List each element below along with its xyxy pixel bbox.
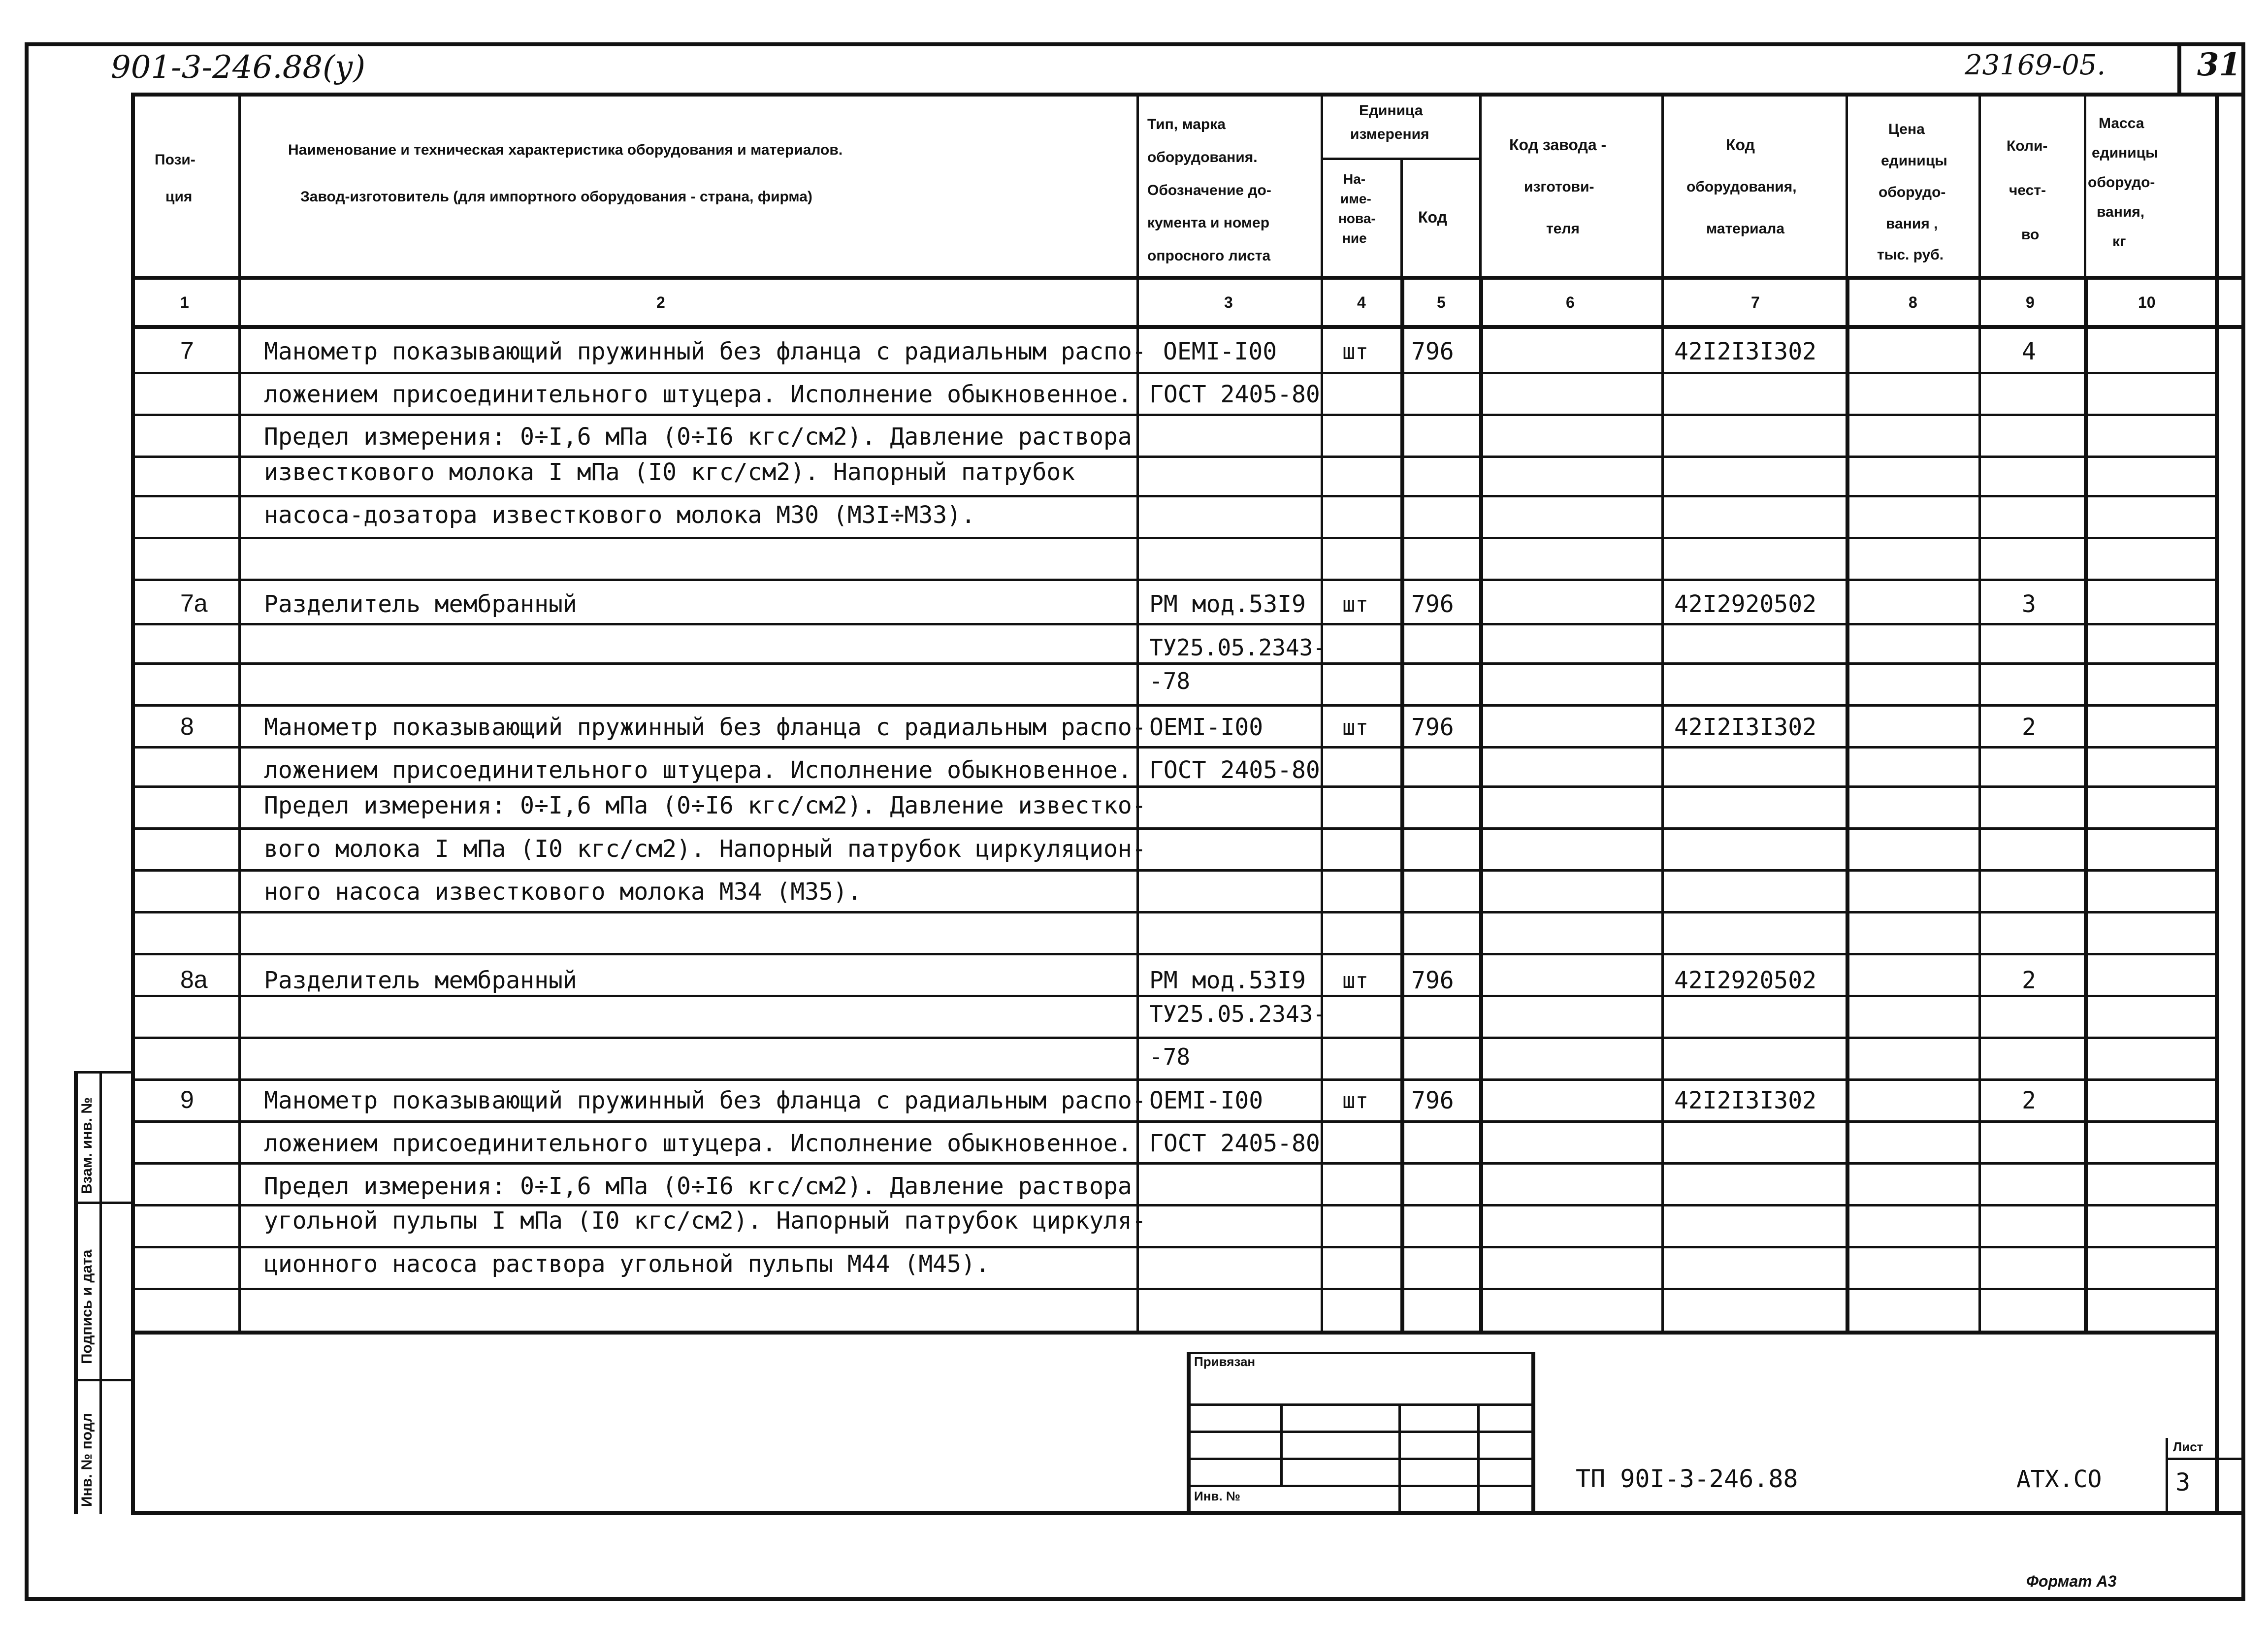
item-8a-unit: шт bbox=[1342, 968, 1368, 993]
title-block-line bbox=[1531, 1352, 1535, 1514]
frame-bottom-line bbox=[25, 1597, 2245, 1601]
header-maker-line2: изготови- bbox=[1524, 179, 1594, 195]
item-7-desc-line3: Предел измерения: 0÷I,6 мПа (0÷I6 кгс/см2). Давление раствора bbox=[264, 423, 1132, 451]
row-line bbox=[131, 1037, 2215, 1039]
item-7-type-line2: ГОСТ 2405-80 bbox=[1149, 381, 1320, 408]
item-7-desc-line1: Манометр показывающий пружинный без фланца с радиальным распо- bbox=[264, 338, 1146, 365]
header-unit-name-line1: На- bbox=[1343, 171, 1366, 187]
sheet-box-line bbox=[2166, 1458, 2244, 1460]
item-7a-unit-code: 796 bbox=[1411, 590, 1454, 618]
side-label-podpis: Подпись и дата bbox=[79, 1249, 95, 1364]
title-block-line bbox=[1187, 1458, 1531, 1460]
colnum-10: 10 bbox=[2138, 293, 2156, 311]
row-line bbox=[131, 746, 2215, 749]
title-block-line bbox=[1187, 1431, 1531, 1433]
header-price-line2: единицы bbox=[1881, 153, 1947, 169]
row-line bbox=[131, 1120, 2215, 1123]
item-7-code: 42I2I3I302 bbox=[1674, 338, 1816, 365]
colnum-7: 7 bbox=[1751, 293, 1760, 311]
title-block-line bbox=[1187, 1485, 1531, 1487]
colnum-5: 5 bbox=[1437, 293, 1446, 311]
item-8-type-line1: ОЕМI-I00 bbox=[1149, 714, 1264, 741]
row-line bbox=[131, 662, 2215, 665]
item-9-qty: 2 bbox=[2022, 1087, 2036, 1114]
item-9-type-line1: ОЕМI-I00 bbox=[1149, 1087, 1264, 1114]
title-block-line bbox=[1477, 1403, 1480, 1514]
header-name-line2: Завод-изготовитель (для импортного оборудования - страна, фирма) bbox=[300, 189, 812, 205]
row-line bbox=[131, 579, 2215, 581]
item-8-desc-line4: вого молока I мПа (I0 кгс/см2). Напорный патрубок циркуляцион- bbox=[264, 835, 1146, 863]
item-8-unit-code: 796 bbox=[1411, 714, 1454, 741]
item-7a-code: 42I2920502 bbox=[1674, 590, 1816, 618]
item-7-qty: 4 bbox=[2022, 338, 2036, 365]
header-type-line3: Обозначение до- bbox=[1147, 182, 1271, 198]
item-8a-desc-line1: Разделитель мембранный bbox=[264, 967, 577, 994]
side-stamp-line bbox=[74, 1071, 78, 1514]
side-stamp-divider bbox=[74, 1379, 131, 1381]
item-8-desc-line3: Предел измерения: 0÷I,6 мПа (0÷I6 кгс/см2). Давление известко- bbox=[264, 792, 1146, 819]
row-line bbox=[131, 414, 2215, 416]
header-type-line1: Тип, марка bbox=[1147, 116, 1226, 132]
row-line bbox=[131, 704, 2215, 707]
item-9-desc-line4: угольной пульпы I мПа (I0 кгс/см2). Напорный патрубок циркуля- bbox=[264, 1207, 1146, 1235]
col-line bbox=[238, 276, 241, 1335]
item-7-desc-line2: ложением присоединительного штуцера. Исполнение обыкновенное. bbox=[264, 381, 1132, 408]
table-right-line bbox=[2215, 93, 2219, 1515]
header-price-line4: вания , bbox=[1886, 216, 1938, 232]
row-line bbox=[131, 869, 2215, 872]
title-block-line bbox=[1398, 1403, 1401, 1514]
sheet-box-line bbox=[2166, 1438, 2168, 1514]
stamp-privyazan: Привязан bbox=[1194, 1354, 1256, 1369]
frame-top-line bbox=[25, 42, 2245, 46]
format-label: Формат А3 bbox=[2026, 1572, 2117, 1590]
header-sep bbox=[1321, 93, 1323, 277]
header-sep bbox=[1400, 159, 1403, 277]
header-mass-line5: кг bbox=[2112, 233, 2126, 250]
row-line bbox=[131, 953, 2215, 955]
colnum-1: 1 bbox=[180, 293, 189, 311]
header-type-line5: опросного листа bbox=[1147, 248, 1271, 264]
row-line bbox=[131, 1078, 2215, 1081]
col-line bbox=[1321, 276, 1323, 1335]
colnum-8: 8 bbox=[1909, 293, 1917, 311]
header-unit-name-line3: нова- bbox=[1338, 211, 1376, 226]
header-price-line5: тыс. руб. bbox=[1877, 247, 1944, 263]
row-line bbox=[131, 1246, 2215, 1248]
colnum-2: 2 bbox=[656, 293, 665, 311]
header-unit-name-line2: име- bbox=[1340, 191, 1371, 206]
row-line bbox=[131, 537, 2215, 539]
colnum-4: 4 bbox=[1357, 293, 1366, 311]
header-sep bbox=[1978, 93, 1981, 277]
row-line bbox=[131, 1162, 2215, 1165]
header-position-line2: ция bbox=[165, 189, 193, 205]
item-7-position: 7 bbox=[180, 337, 194, 364]
stamp-code: АТХ.СО bbox=[2016, 1466, 2102, 1493]
item-8a-qty: 2 bbox=[2022, 967, 2036, 994]
header-type-line4: кумента и номер bbox=[1147, 215, 1270, 231]
reference-number: 23169-05. bbox=[1965, 49, 2106, 81]
row-line bbox=[131, 372, 2215, 374]
item-7a-type-line2: ТУ25.05.2343- bbox=[1149, 634, 1327, 661]
row-line bbox=[131, 495, 2215, 497]
item-9-desc-line1: Манометр показывающий пружинный без фланца с радиальным распо- bbox=[264, 1087, 1146, 1114]
item-8-type-line2: ГОСТ 2405-80 bbox=[1149, 756, 1320, 784]
item-9-code: 42I2I3I302 bbox=[1674, 1087, 1816, 1114]
header-unit-line2: измерения bbox=[1350, 126, 1429, 142]
title-block-line bbox=[1280, 1403, 1283, 1487]
side-stamp-divider bbox=[74, 1202, 131, 1204]
header-maker-line1: Код завода - bbox=[1509, 136, 1607, 154]
header-qty-line2: чест- bbox=[2009, 182, 2046, 198]
item-7a-position: 7а bbox=[180, 589, 208, 617]
header-mass-line1: Масса bbox=[2099, 115, 2144, 131]
colnum-bottom-line bbox=[131, 325, 2243, 329]
colnum-9: 9 bbox=[2026, 293, 2035, 311]
header-mass-line2: единицы bbox=[2092, 145, 2158, 161]
doc-code: 901-3-246.88(у) bbox=[111, 49, 366, 86]
colnum-6: 6 bbox=[1566, 293, 1575, 311]
stamp-inv-no: Инв. № bbox=[1194, 1489, 1240, 1503]
row-line bbox=[131, 1204, 2215, 1206]
header-sep bbox=[238, 93, 241, 277]
title-block-line bbox=[1187, 1403, 1531, 1406]
header-unit-line1: Единица bbox=[1359, 102, 1423, 119]
stamp-sheet-number: 3 bbox=[2175, 1468, 2191, 1497]
header-sep bbox=[1846, 93, 1848, 277]
item-7a-qty: 3 bbox=[2022, 590, 2036, 618]
item-9-position: 9 bbox=[180, 1086, 194, 1113]
table-left-line bbox=[131, 93, 135, 1515]
col-line bbox=[1400, 276, 1404, 1335]
item-9-unit-code: 796 bbox=[1411, 1087, 1454, 1114]
table-top-line bbox=[131, 93, 2243, 97]
item-8a-type-line3: -78 bbox=[1149, 1043, 1191, 1070]
header-unit-code: Код bbox=[1418, 208, 1447, 226]
header-sep bbox=[1661, 93, 1664, 277]
frame-left-line bbox=[25, 42, 29, 1601]
item-8-position: 8 bbox=[180, 713, 194, 740]
header-type-line2: оборудования. bbox=[1147, 149, 1258, 165]
row-line bbox=[131, 911, 2215, 913]
header-sep bbox=[2084, 93, 2086, 277]
header-code-line2: оборудования, bbox=[1686, 179, 1797, 195]
header-price-line1: Цена bbox=[1888, 121, 1925, 137]
colnum-3: 3 bbox=[1224, 293, 1233, 311]
item-8a-type-line1: РМ мод.53I9 bbox=[1149, 967, 1306, 994]
header-sep bbox=[1136, 93, 1139, 277]
side-stamp-divider bbox=[74, 1071, 131, 1074]
item-7a-type-line1: РМ мод.53I9 bbox=[1149, 590, 1306, 618]
item-8-unit: шт bbox=[1342, 715, 1368, 740]
row-line bbox=[131, 827, 2215, 830]
item-7-unit: шт bbox=[1342, 339, 1368, 364]
header-bottom-line bbox=[131, 276, 2243, 280]
header-name-line1: Наименование и техническая характеристика оборудования и материалов. bbox=[288, 142, 843, 158]
header-sep bbox=[1479, 93, 1482, 277]
row-line bbox=[131, 623, 2215, 625]
col-line bbox=[1479, 276, 1483, 1335]
col-line bbox=[1846, 276, 1849, 1335]
page-number: 31 bbox=[2197, 46, 2241, 83]
title-block-line bbox=[1187, 1352, 1191, 1514]
row-line bbox=[131, 1288, 2215, 1290]
item-8a-unit-code: 796 bbox=[1411, 967, 1454, 994]
side-stamp-inner bbox=[99, 1071, 102, 1514]
item-7-type-line1: ОЕМI-I00 bbox=[1163, 338, 1277, 365]
col-line bbox=[2084, 276, 2088, 1335]
item-8-desc-line1: Манометр показывающий пружинный без фланца с радиальным распо- bbox=[264, 714, 1146, 741]
header-code-line3: материала bbox=[1706, 221, 1785, 237]
header-code-line1: Код bbox=[1726, 136, 1755, 154]
item-7a-unit: шт bbox=[1342, 592, 1368, 617]
item-7-desc-line4: известкового молока I мПа (I0 кгс/см2). Напорный патрубок bbox=[264, 458, 1075, 486]
row-line bbox=[131, 785, 2215, 788]
header-unit-sep bbox=[1321, 158, 1479, 160]
header-qty-line1: Коли- bbox=[2007, 138, 2048, 154]
page-box-left-line bbox=[2177, 42, 2181, 97]
side-label-vzam: Взам. инв. № bbox=[79, 1097, 95, 1194]
row-line bbox=[131, 456, 2215, 458]
item-8-qty: 2 bbox=[2022, 714, 2036, 741]
item-7-unit-code: 796 bbox=[1411, 338, 1454, 365]
header-mass-line4: вания, bbox=[2097, 204, 2145, 220]
header-mass-line3: оборудо- bbox=[2088, 174, 2155, 191]
side-label-inv: Инв. № подл bbox=[79, 1413, 95, 1507]
item-9-unit: шт bbox=[1342, 1088, 1368, 1113]
stamp-designation: ТП 90I-3-246.88 bbox=[1576, 1465, 1798, 1493]
item-7a-type-line3: -78 bbox=[1149, 668, 1191, 694]
item-7a-desc-line1: Разделитель мембранный bbox=[264, 590, 577, 618]
item-8a-position: 8а bbox=[180, 966, 208, 993]
item-8-code: 42I2I3I302 bbox=[1674, 714, 1816, 741]
header-unit-name-line4: ние bbox=[1342, 230, 1367, 246]
item-9-desc-line2: ложением присоединительного штуцера. Исполнение обыкновенное. bbox=[264, 1130, 1132, 1157]
item-8a-type-line2: ТУ25.05.2343- bbox=[1149, 1001, 1327, 1027]
item-9-desc-line5: ционного насоса раствора угольной пульпы М44 (М45). bbox=[264, 1250, 990, 1278]
item-8-desc-line5: ного насоса известкового молока М34 (М35). bbox=[264, 878, 862, 906]
row-line bbox=[131, 995, 2215, 997]
item-9-type-line2: ГОСТ 2405-80 bbox=[1149, 1130, 1320, 1157]
item-7-desc-line5: насоса-дозатора известкового молока М30 (М3I÷М33). bbox=[264, 501, 975, 529]
item-9-desc-line3: Предел измерения: 0÷I,6 мПа (0÷I6 кгс/см2). Давление раствора bbox=[264, 1173, 1132, 1200]
stamp-sheet-label: Лист bbox=[2173, 1439, 2203, 1454]
table-body-bottom-line bbox=[131, 1331, 2215, 1335]
item-8a-code: 42I2920502 bbox=[1674, 967, 1816, 994]
header-price-line3: оборудо- bbox=[1879, 184, 1946, 200]
item-8-desc-line2: ложением присоединительного штуцера. Исполнение обыкновенное. bbox=[264, 756, 1132, 784]
col-line bbox=[1978, 276, 1981, 1335]
col-line bbox=[1661, 276, 1664, 1335]
header-position-line1: Пози- bbox=[155, 152, 195, 168]
header-maker-line3: теля bbox=[1546, 221, 1580, 237]
header-qty-line3: во bbox=[2021, 227, 2040, 243]
